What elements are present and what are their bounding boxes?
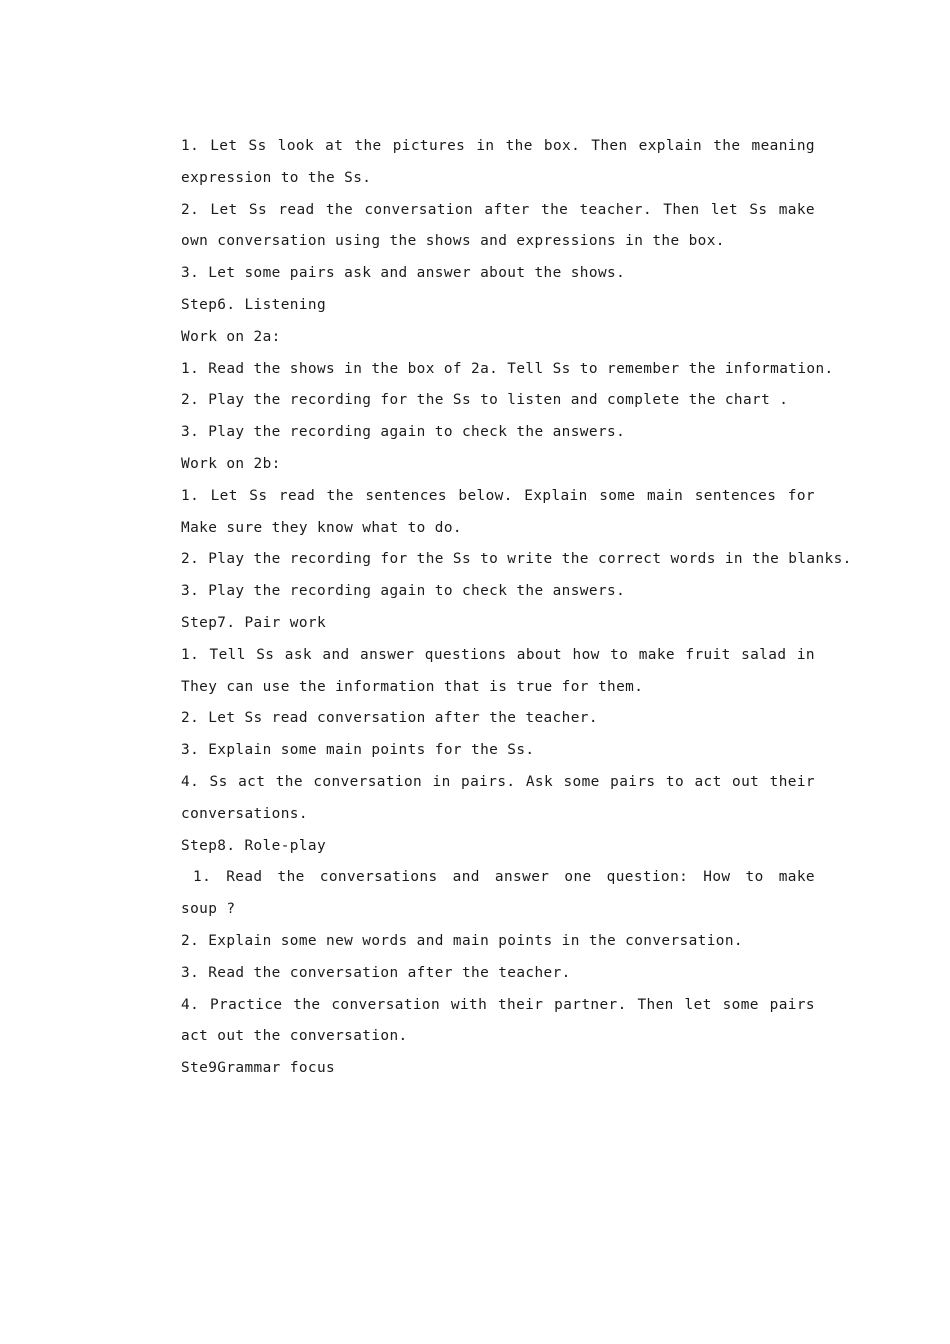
text-line: 3. Let some pairs ask and answer about the shows. — [181, 265, 626, 282]
text-line: 4. Ss act the conversation in pairs. Ask some pairs to act out their — [181, 773, 815, 790]
section-heading: Ste9Grammar focus — [181, 1060, 336, 1077]
text-line: 1. Tell Ss ask and answer questions about how to make fruit salad in — [181, 646, 815, 663]
text-line: They can use the information that is true for them. — [181, 678, 644, 695]
text-line: 1. Let Ss look at the pictures in the box. Then explain the meaning — [181, 138, 815, 154]
text-line: 4. Practice the conversation with their partner. Then let some pairs — [181, 996, 815, 1013]
text-line: 1. Read the conversations and answer one question: How to make — [193, 869, 815, 886]
text-line: Make sure they know what to do. — [181, 519, 462, 536]
section-heading: Step6. Listening — [181, 296, 327, 313]
text-line: 2. Explain some new words and main points in the conversation. — [181, 932, 743, 949]
text-line: 3. Explain some main points for the Ss. — [181, 742, 535, 759]
text-line: 1. Read the shows in the box of 2a. Tell Ss to remember the information. — [181, 360, 834, 377]
text-line: 1. Let Ss read the sentences below. Explain some main sentences for — [181, 487, 815, 504]
section-heading: Step7. Pair work — [181, 614, 327, 631]
text-line: soup ? — [181, 901, 236, 918]
text-line: 3. Read the conversation after the teacher. — [181, 964, 571, 981]
text-line: own conversation using the shows and expressions in the box. — [181, 233, 725, 250]
text-line: conversations. — [181, 805, 308, 822]
subsection-heading: Work on 2a: — [181, 328, 281, 345]
text-line: 2. Let Ss read the conversation after the teacher. Then let Ss make — [181, 201, 815, 218]
text-line: expression to the Ss. — [181, 169, 372, 186]
subsection-heading: Work on 2b: — [181, 455, 281, 472]
text-line: 2. Play the recording for the Ss to write the correct words in the blanks. — [181, 551, 852, 568]
section-heading: Step8. Role-play — [181, 837, 327, 854]
text-line: 2. Play the recording for the Ss to listen and complete the chart . — [181, 392, 789, 409]
text-line: act out the conversation. — [181, 1028, 408, 1045]
document-body — [181, 131, 852, 1085]
text-line: 2. Let Ss read conversation after the teacher. — [181, 710, 598, 727]
text-line: 3. Play the recording again to check the answers. — [181, 424, 626, 441]
text-line: 3. Play the recording again to check the answers. — [181, 583, 626, 600]
